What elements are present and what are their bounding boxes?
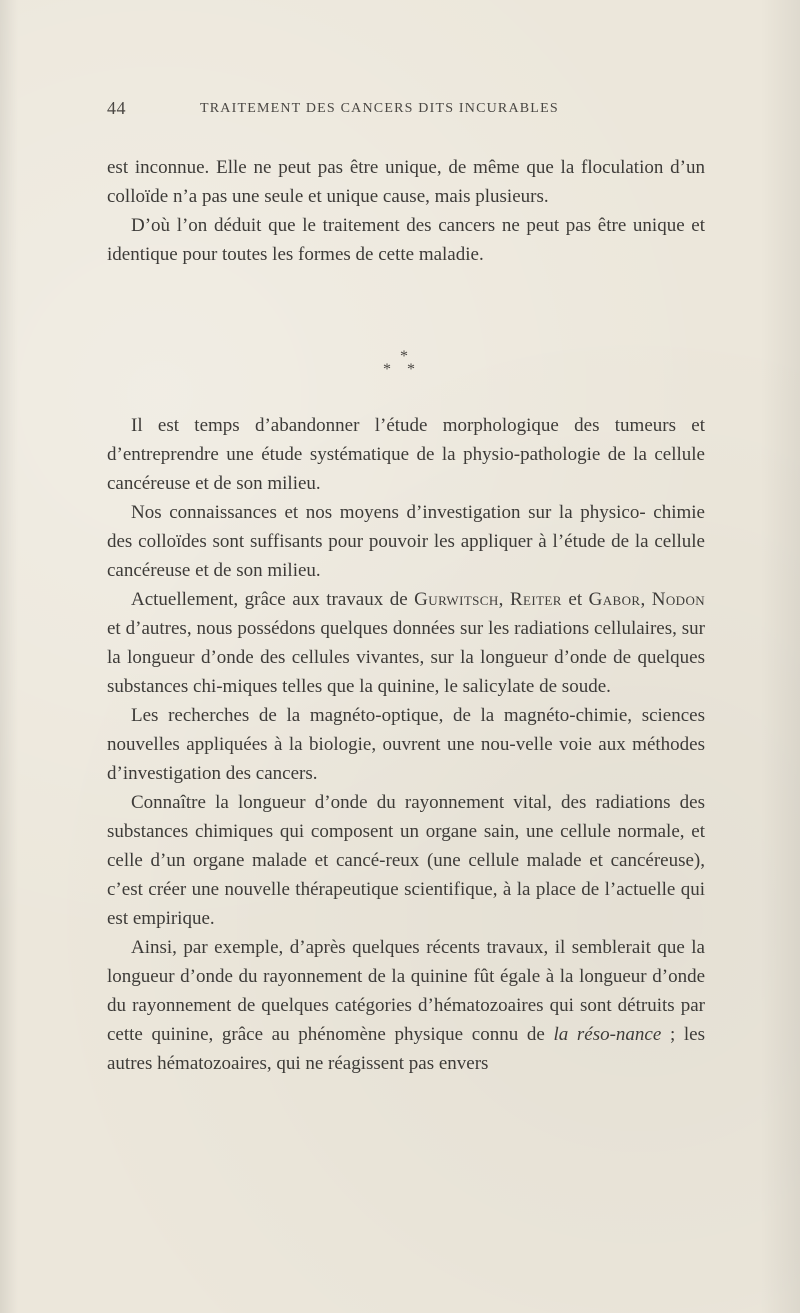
text-fragment: ,	[640, 589, 652, 610]
text-fragment: et	[561, 589, 589, 610]
text-fragment: ,	[498, 589, 510, 610]
separator-star-bottom: * *	[383, 361, 421, 378]
emphasized-term: la réso-nance	[553, 1024, 662, 1045]
paragraph-magneto-optics: Les recherches de la magnéto-optique, de la magnéto-chimie, sciences nouvelles appliquées à la biologie, ouvrent une nou-velle voie aux méthodes d’investigation des cancers.	[107, 705, 705, 784]
paragraph-conclusion: D’où l’on déduit que le traitement des cancers ne peut pas être unique et identique pour toutes les formes de cette maladie.	[107, 215, 705, 265]
section-separator	[362, 350, 442, 390]
author-name: Gurwitsch	[414, 589, 499, 610]
paragraph-quinine-example	[107, 933, 705, 1078]
text-fragment: Actuellement, grâce aux travaux de	[131, 589, 415, 610]
paragraph-radiations	[107, 585, 705, 701]
text-fragment: Ainsi, par exemple, d’après quelques récents travaux, il semblerait que la longueur d’onde du rayonnement de la quinine fût égale à la longueur d’onde du rayonnement de quelques catégories d’hématozoaires qui sont détruits par cette quinine, grâce au phénomène physique connu de	[107, 937, 705, 1045]
paragraph-wavelength: Connaître la longueur d’onde du rayonnement vital, des radiations des substances chimiques qui composent un organe sain, une cellule normale, et celle d’un organe malade et cancé-reux (une cellule malade et cancéreuse), c’est créer une nouvelle thérapeutique scientifique, à la place de l’actuelle qui est empirique.	[107, 792, 705, 929]
author-name: Gabor	[588, 589, 641, 610]
text-section-1	[107, 153, 705, 269]
text-fragment: ; les autres hématozoaires, qui ne réagissent pas envers	[107, 1024, 705, 1074]
page-header	[107, 98, 705, 122]
running-title: TRAITEMENT DES CANCERS DITS INCURABLES	[200, 101, 559, 116]
author-name: Reiter	[509, 589, 562, 610]
separator-star-top: *	[400, 348, 408, 365]
paragraph-physico-chemistry: Nos connaissances et nos moyens d’investigation sur la physico- chimie des colloïdes sont suffisants pour pouvoir les appliquer à l’étude de la cellule cancéreuse et de son milieu.	[107, 502, 705, 581]
paragraph-morphology: Il est temps d’abandonner l’étude morphologique des tumeurs et d’entreprendre une étude systématique de la physio-pathologie de la cellule cancéreuse et de son milieu.	[107, 415, 705, 494]
text-section-2	[107, 411, 705, 1078]
page-number: 44	[107, 98, 126, 118]
author-name: Nodon	[651, 589, 706, 610]
paragraph-continuation: est inconnue. Elle ne peut pas être unique, de même que la floculation d’un colloïde n’a pas une seule et unique cause, mais plusieurs.	[107, 157, 705, 207]
text-fragment: et d’autres, nous possédons quelques données sur les radiations cellulaires, sur la longueur d’onde des cellules vivantes, sur la longueur d’onde de quelques substances chi-miques telles que la quinine, le salicylate de soude.	[107, 618, 705, 697]
